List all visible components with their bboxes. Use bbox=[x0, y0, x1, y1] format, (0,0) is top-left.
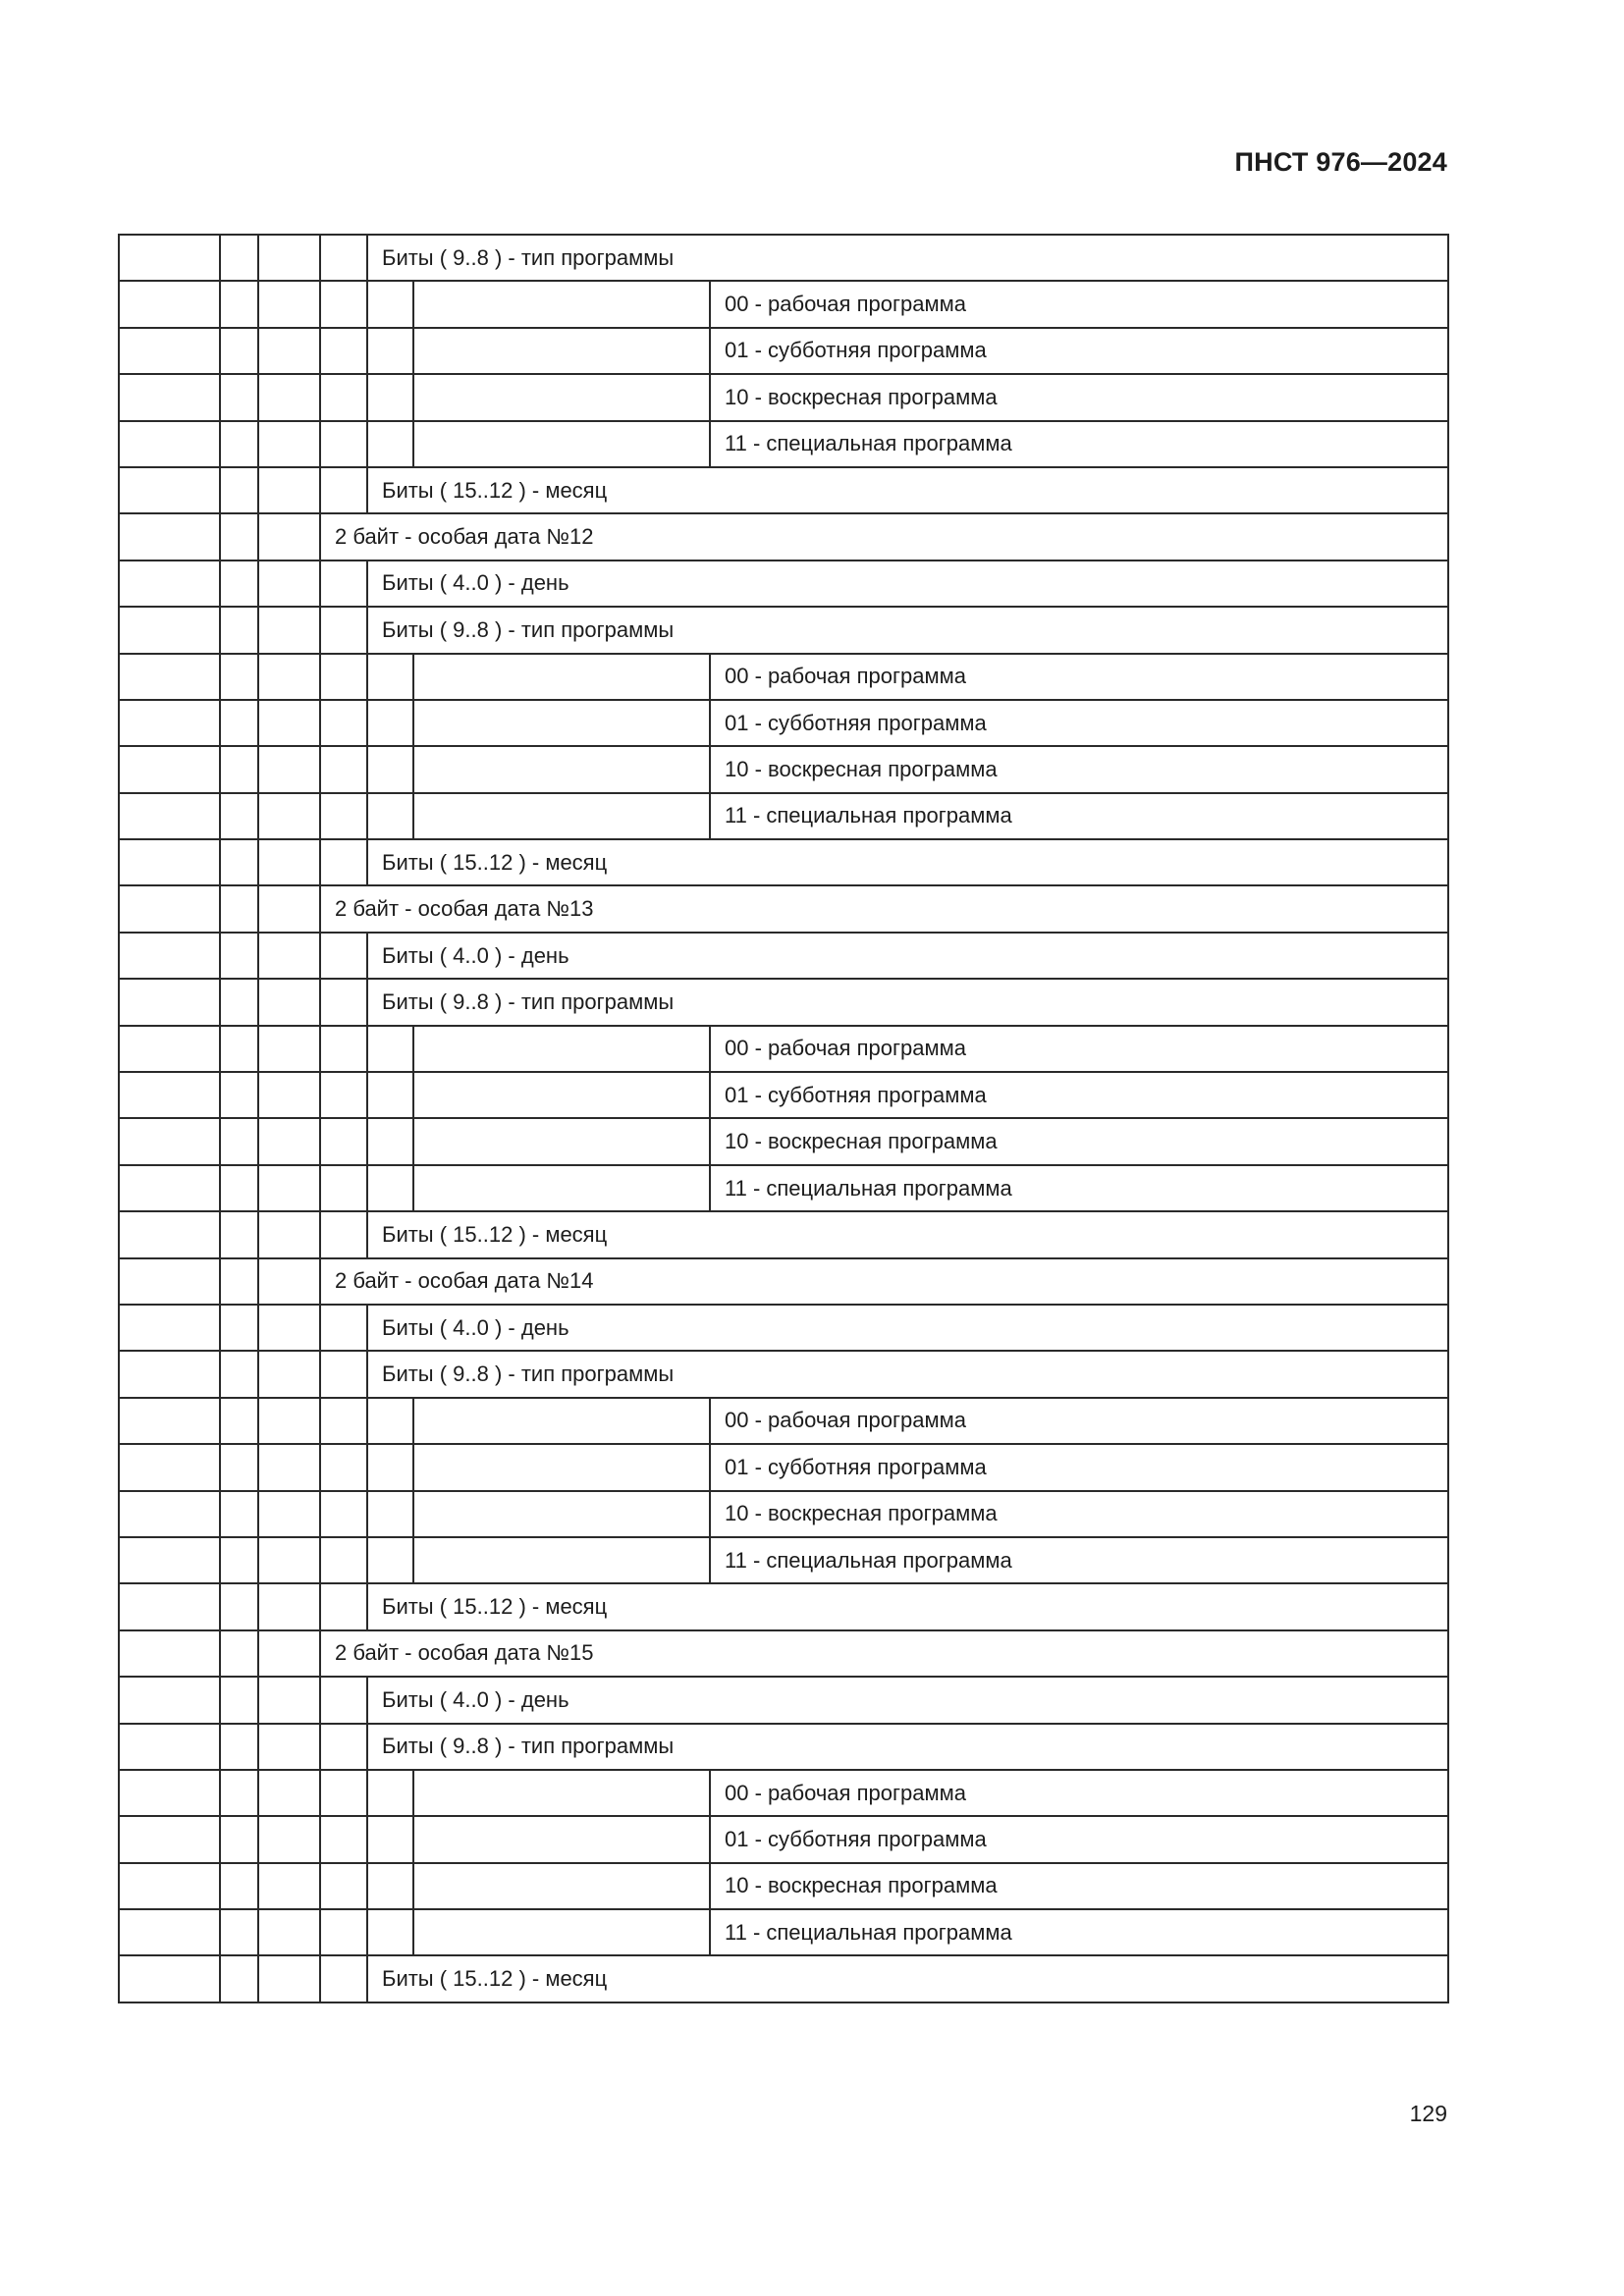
empty-cell bbox=[258, 933, 320, 979]
empty-cell bbox=[367, 1165, 413, 1211]
empty-cell bbox=[220, 1677, 258, 1723]
empty-cell bbox=[119, 1909, 220, 1955]
empty-cell bbox=[413, 1118, 710, 1164]
value-description-cell: 01 - субботняя программа bbox=[710, 1444, 1448, 1490]
bit-field-cell: Биты ( 9..8 ) - тип программы bbox=[367, 607, 1448, 653]
empty-cell bbox=[258, 421, 320, 467]
empty-cell bbox=[258, 700, 320, 746]
empty-cell bbox=[367, 1444, 413, 1490]
table-row bbox=[119, 1770, 1448, 1816]
table-row bbox=[119, 979, 1448, 1025]
empty-cell bbox=[258, 654, 320, 700]
bit-field-cell: Биты ( 9..8 ) - тип программы bbox=[367, 235, 1448, 281]
empty-cell bbox=[413, 281, 710, 327]
empty-cell bbox=[220, 1630, 258, 1677]
empty-cell bbox=[320, 1398, 367, 1444]
empty-cell bbox=[258, 1630, 320, 1677]
empty-cell bbox=[367, 1072, 413, 1118]
empty-cell bbox=[258, 328, 320, 374]
value-description-cell: 10 - воскресная программа bbox=[710, 746, 1448, 792]
empty-cell bbox=[367, 700, 413, 746]
empty-cell bbox=[119, 328, 220, 374]
empty-cell bbox=[258, 1444, 320, 1490]
bit-field-cell: Биты ( 9..8 ) - тип программы bbox=[367, 1724, 1448, 1770]
empty-cell bbox=[119, 654, 220, 700]
value-description-cell: 01 - субботняя программа bbox=[710, 700, 1448, 746]
bit-field-cell: Биты ( 4..0 ) - день bbox=[367, 933, 1448, 979]
empty-cell bbox=[320, 421, 367, 467]
empty-cell bbox=[119, 1677, 220, 1723]
empty-cell bbox=[258, 1909, 320, 1955]
empty-cell bbox=[220, 1491, 258, 1537]
empty-cell bbox=[220, 933, 258, 979]
empty-cell bbox=[320, 793, 367, 839]
value-description-cell: 10 - воскресная программа bbox=[710, 374, 1448, 420]
table-row bbox=[119, 1537, 1448, 1583]
empty-cell bbox=[413, 328, 710, 374]
empty-cell bbox=[220, 885, 258, 932]
empty-cell bbox=[320, 374, 367, 420]
empty-cell bbox=[258, 885, 320, 932]
empty-cell bbox=[220, 1724, 258, 1770]
empty-cell bbox=[220, 328, 258, 374]
empty-cell bbox=[258, 1398, 320, 1444]
table-row bbox=[119, 1398, 1448, 1444]
empty-cell bbox=[119, 1211, 220, 1257]
table-row bbox=[119, 1305, 1448, 1351]
empty-cell bbox=[119, 1770, 220, 1816]
empty-cell bbox=[119, 1537, 220, 1583]
empty-cell bbox=[413, 1072, 710, 1118]
empty-cell bbox=[258, 1583, 320, 1629]
table-row bbox=[119, 1165, 1448, 1211]
empty-cell bbox=[367, 421, 413, 467]
empty-cell bbox=[119, 1955, 220, 2002]
empty-cell bbox=[367, 374, 413, 420]
bit-field-cell: Биты ( 4..0 ) - день bbox=[367, 1677, 1448, 1723]
empty-cell bbox=[220, 1955, 258, 2002]
empty-cell bbox=[119, 1816, 220, 1862]
empty-cell bbox=[220, 1583, 258, 1629]
empty-cell bbox=[220, 1398, 258, 1444]
empty-cell bbox=[258, 1305, 320, 1351]
byte-description-cell: 2 байт - особая дата №14 bbox=[320, 1258, 1448, 1305]
empty-cell bbox=[320, 839, 367, 885]
empty-cell bbox=[413, 1165, 710, 1211]
empty-cell bbox=[220, 1351, 258, 1397]
empty-cell bbox=[258, 1118, 320, 1164]
empty-cell bbox=[220, 746, 258, 792]
byte-description-cell: 2 байт - особая дата №15 bbox=[320, 1630, 1448, 1677]
empty-cell bbox=[367, 1118, 413, 1164]
table-row bbox=[119, 1351, 1448, 1397]
specification-table bbox=[118, 234, 1449, 2003]
table-row bbox=[119, 700, 1448, 746]
empty-cell bbox=[320, 1955, 367, 2002]
empty-cell bbox=[413, 1444, 710, 1490]
table-row bbox=[119, 1677, 1448, 1723]
empty-cell bbox=[320, 561, 367, 607]
document-number-header: ПНСТ 976—2024 bbox=[1234, 147, 1447, 177]
empty-cell bbox=[220, 235, 258, 281]
empty-cell bbox=[320, 1351, 367, 1397]
table-row bbox=[119, 885, 1448, 932]
empty-cell bbox=[413, 421, 710, 467]
empty-cell bbox=[119, 421, 220, 467]
empty-cell bbox=[220, 793, 258, 839]
empty-cell bbox=[220, 1258, 258, 1305]
empty-cell bbox=[258, 1770, 320, 1816]
table-row bbox=[119, 1211, 1448, 1257]
empty-cell bbox=[258, 1537, 320, 1583]
empty-cell bbox=[320, 1770, 367, 1816]
empty-cell bbox=[413, 793, 710, 839]
table-row bbox=[119, 281, 1448, 327]
table-row bbox=[119, 1491, 1448, 1537]
empty-cell bbox=[258, 1677, 320, 1723]
empty-cell bbox=[119, 700, 220, 746]
empty-cell bbox=[320, 1026, 367, 1072]
table-row bbox=[119, 839, 1448, 885]
empty-cell bbox=[320, 281, 367, 327]
empty-cell bbox=[258, 793, 320, 839]
empty-cell bbox=[320, 1305, 367, 1351]
bit-field-cell: Биты ( 9..8 ) - тип программы bbox=[367, 979, 1448, 1025]
table-row bbox=[119, 561, 1448, 607]
empty-cell bbox=[119, 885, 220, 932]
value-description-cell: 00 - рабочая программа bbox=[710, 281, 1448, 327]
byte-description-cell: 2 байт - особая дата №13 bbox=[320, 885, 1448, 932]
empty-cell bbox=[119, 561, 220, 607]
empty-cell bbox=[258, 281, 320, 327]
empty-cell bbox=[367, 1491, 413, 1537]
empty-cell bbox=[119, 839, 220, 885]
table-row bbox=[119, 1816, 1448, 1862]
value-description-cell: 01 - субботняя программа bbox=[710, 1072, 1448, 1118]
empty-cell bbox=[258, 607, 320, 653]
empty-cell bbox=[220, 421, 258, 467]
value-description-cell: 00 - рабочая программа bbox=[710, 1026, 1448, 1072]
empty-cell bbox=[320, 1816, 367, 1862]
value-description-cell: 00 - рабочая программа bbox=[710, 1770, 1448, 1816]
empty-cell bbox=[119, 1072, 220, 1118]
empty-cell bbox=[258, 1258, 320, 1305]
table-row bbox=[119, 1955, 1448, 2002]
empty-cell bbox=[119, 235, 220, 281]
empty-cell bbox=[119, 1724, 220, 1770]
empty-cell bbox=[320, 1211, 367, 1257]
empty-cell bbox=[320, 1444, 367, 1490]
empty-cell bbox=[413, 746, 710, 792]
empty-cell bbox=[320, 1863, 367, 1909]
empty-cell bbox=[220, 1909, 258, 1955]
table-row bbox=[119, 1863, 1448, 1909]
empty-cell bbox=[119, 746, 220, 792]
empty-cell bbox=[320, 1724, 367, 1770]
empty-cell bbox=[220, 1165, 258, 1211]
empty-cell bbox=[258, 1955, 320, 2002]
empty-cell bbox=[119, 1444, 220, 1490]
empty-cell bbox=[367, 1816, 413, 1862]
bit-field-cell: Биты ( 4..0 ) - день bbox=[367, 561, 1448, 607]
empty-cell bbox=[413, 1491, 710, 1537]
empty-cell bbox=[220, 654, 258, 700]
empty-cell bbox=[413, 374, 710, 420]
table-row bbox=[119, 1072, 1448, 1118]
empty-cell bbox=[119, 1351, 220, 1397]
table-row bbox=[119, 467, 1448, 513]
table-row bbox=[119, 235, 1448, 281]
empty-cell bbox=[258, 1863, 320, 1909]
empty-cell bbox=[258, 979, 320, 1025]
value-description-cell: 11 - специальная программа bbox=[710, 793, 1448, 839]
empty-cell bbox=[119, 1165, 220, 1211]
value-description-cell: 01 - субботняя программа bbox=[710, 1816, 1448, 1862]
empty-cell bbox=[258, 374, 320, 420]
empty-cell bbox=[413, 700, 710, 746]
empty-cell bbox=[258, 1072, 320, 1118]
empty-cell bbox=[220, 1026, 258, 1072]
table-row bbox=[119, 513, 1448, 560]
bit-field-cell: Биты ( 15..12 ) - месяц bbox=[367, 839, 1448, 885]
bit-field-cell: Биты ( 15..12 ) - месяц bbox=[367, 1955, 1448, 2002]
empty-cell bbox=[258, 1816, 320, 1862]
empty-cell bbox=[258, 467, 320, 513]
empty-cell bbox=[220, 467, 258, 513]
table-row bbox=[119, 421, 1448, 467]
empty-cell bbox=[320, 1491, 367, 1537]
empty-cell bbox=[367, 746, 413, 792]
bit-field-cell: Биты ( 15..12 ) - месяц bbox=[367, 1583, 1448, 1629]
empty-cell bbox=[320, 1583, 367, 1629]
table-row bbox=[119, 746, 1448, 792]
value-description-cell: 11 - специальная программа bbox=[710, 421, 1448, 467]
empty-cell bbox=[320, 1909, 367, 1955]
empty-cell bbox=[320, 1118, 367, 1164]
empty-cell bbox=[220, 1537, 258, 1583]
value-description-cell: 11 - специальная программа bbox=[710, 1909, 1448, 1955]
empty-cell bbox=[413, 654, 710, 700]
value-description-cell: 11 - специальная программа bbox=[710, 1537, 1448, 1583]
empty-cell bbox=[258, 746, 320, 792]
value-description-cell: 00 - рабочая программа bbox=[710, 654, 1448, 700]
table-row bbox=[119, 793, 1448, 839]
empty-cell bbox=[320, 235, 367, 281]
bit-field-cell: Биты ( 4..0 ) - день bbox=[367, 1305, 1448, 1351]
empty-cell bbox=[413, 1816, 710, 1862]
empty-cell bbox=[367, 328, 413, 374]
empty-cell bbox=[367, 1537, 413, 1583]
empty-cell bbox=[119, 1863, 220, 1909]
empty-cell bbox=[320, 746, 367, 792]
empty-cell bbox=[258, 1165, 320, 1211]
empty-cell bbox=[413, 1026, 710, 1072]
empty-cell bbox=[119, 281, 220, 327]
empty-cell bbox=[320, 979, 367, 1025]
value-description-cell: 10 - воскресная программа bbox=[710, 1118, 1448, 1164]
empty-cell bbox=[258, 1724, 320, 1770]
empty-cell bbox=[320, 328, 367, 374]
empty-cell bbox=[119, 1630, 220, 1677]
empty-cell bbox=[119, 1398, 220, 1444]
empty-cell bbox=[367, 1026, 413, 1072]
empty-cell bbox=[258, 235, 320, 281]
empty-cell bbox=[220, 281, 258, 327]
empty-cell bbox=[413, 1537, 710, 1583]
empty-cell bbox=[367, 1770, 413, 1816]
empty-cell bbox=[320, 607, 367, 653]
empty-cell bbox=[119, 1583, 220, 1629]
empty-cell bbox=[220, 700, 258, 746]
empty-cell bbox=[258, 1351, 320, 1397]
empty-cell bbox=[119, 1491, 220, 1537]
empty-cell bbox=[367, 654, 413, 700]
empty-cell bbox=[119, 1258, 220, 1305]
value-description-cell: 01 - субботняя программа bbox=[710, 328, 1448, 374]
empty-cell bbox=[320, 467, 367, 513]
empty-cell bbox=[220, 374, 258, 420]
empty-cell bbox=[258, 561, 320, 607]
empty-cell bbox=[119, 374, 220, 420]
table-row bbox=[119, 607, 1448, 653]
empty-cell bbox=[119, 793, 220, 839]
empty-cell bbox=[119, 607, 220, 653]
empty-cell bbox=[119, 513, 220, 560]
table-row bbox=[119, 654, 1448, 700]
empty-cell bbox=[220, 979, 258, 1025]
empty-cell bbox=[220, 1863, 258, 1909]
empty-cell bbox=[413, 1863, 710, 1909]
empty-cell bbox=[320, 1677, 367, 1723]
table-row bbox=[119, 1630, 1448, 1677]
empty-cell bbox=[220, 607, 258, 653]
empty-cell bbox=[258, 513, 320, 560]
empty-cell bbox=[320, 654, 367, 700]
empty-cell bbox=[220, 1211, 258, 1257]
page-number: 129 bbox=[1409, 2101, 1447, 2126]
bit-field-cell: Биты ( 9..8 ) - тип программы bbox=[367, 1351, 1448, 1397]
empty-cell bbox=[258, 1491, 320, 1537]
empty-cell bbox=[367, 1909, 413, 1955]
empty-cell bbox=[220, 513, 258, 560]
empty-cell bbox=[320, 1165, 367, 1211]
empty-cell bbox=[413, 1770, 710, 1816]
empty-cell bbox=[320, 933, 367, 979]
table-row bbox=[119, 1724, 1448, 1770]
empty-cell bbox=[119, 1118, 220, 1164]
empty-cell bbox=[220, 561, 258, 607]
empty-cell bbox=[220, 1770, 258, 1816]
empty-cell bbox=[220, 1305, 258, 1351]
table-row bbox=[119, 1118, 1448, 1164]
empty-cell bbox=[220, 1444, 258, 1490]
empty-cell bbox=[320, 1537, 367, 1583]
bit-field-cell: Биты ( 15..12 ) - месяц bbox=[367, 467, 1448, 513]
value-description-cell: 10 - воскресная программа bbox=[710, 1863, 1448, 1909]
empty-cell bbox=[220, 1118, 258, 1164]
value-description-cell: 11 - специальная программа bbox=[710, 1165, 1448, 1211]
empty-cell bbox=[413, 1398, 710, 1444]
table-row bbox=[119, 1258, 1448, 1305]
empty-cell bbox=[320, 700, 367, 746]
bit-field-cell: Биты ( 15..12 ) - месяц bbox=[367, 1211, 1448, 1257]
empty-cell bbox=[258, 839, 320, 885]
empty-cell bbox=[367, 793, 413, 839]
table-row bbox=[119, 374, 1448, 420]
value-description-cell: 00 - рабочая программа bbox=[710, 1398, 1448, 1444]
table-row bbox=[119, 1026, 1448, 1072]
empty-cell bbox=[258, 1211, 320, 1257]
empty-cell bbox=[367, 281, 413, 327]
empty-cell bbox=[220, 1072, 258, 1118]
empty-cell bbox=[119, 979, 220, 1025]
byte-description-cell: 2 байт - особая дата №12 bbox=[320, 513, 1448, 560]
empty-cell bbox=[258, 1026, 320, 1072]
table-row bbox=[119, 1583, 1448, 1629]
empty-cell bbox=[119, 467, 220, 513]
empty-cell bbox=[220, 1816, 258, 1862]
empty-cell bbox=[367, 1863, 413, 1909]
empty-cell bbox=[119, 1026, 220, 1072]
empty-cell bbox=[367, 1398, 413, 1444]
empty-cell bbox=[119, 933, 220, 979]
table-row bbox=[119, 1909, 1448, 1955]
empty-cell bbox=[220, 839, 258, 885]
table-row bbox=[119, 933, 1448, 979]
value-description-cell: 10 - воскресная программа bbox=[710, 1491, 1448, 1537]
empty-cell bbox=[119, 1305, 220, 1351]
table-row bbox=[119, 328, 1448, 374]
table-row bbox=[119, 1444, 1448, 1490]
empty-cell bbox=[320, 1072, 367, 1118]
empty-cell bbox=[413, 1909, 710, 1955]
